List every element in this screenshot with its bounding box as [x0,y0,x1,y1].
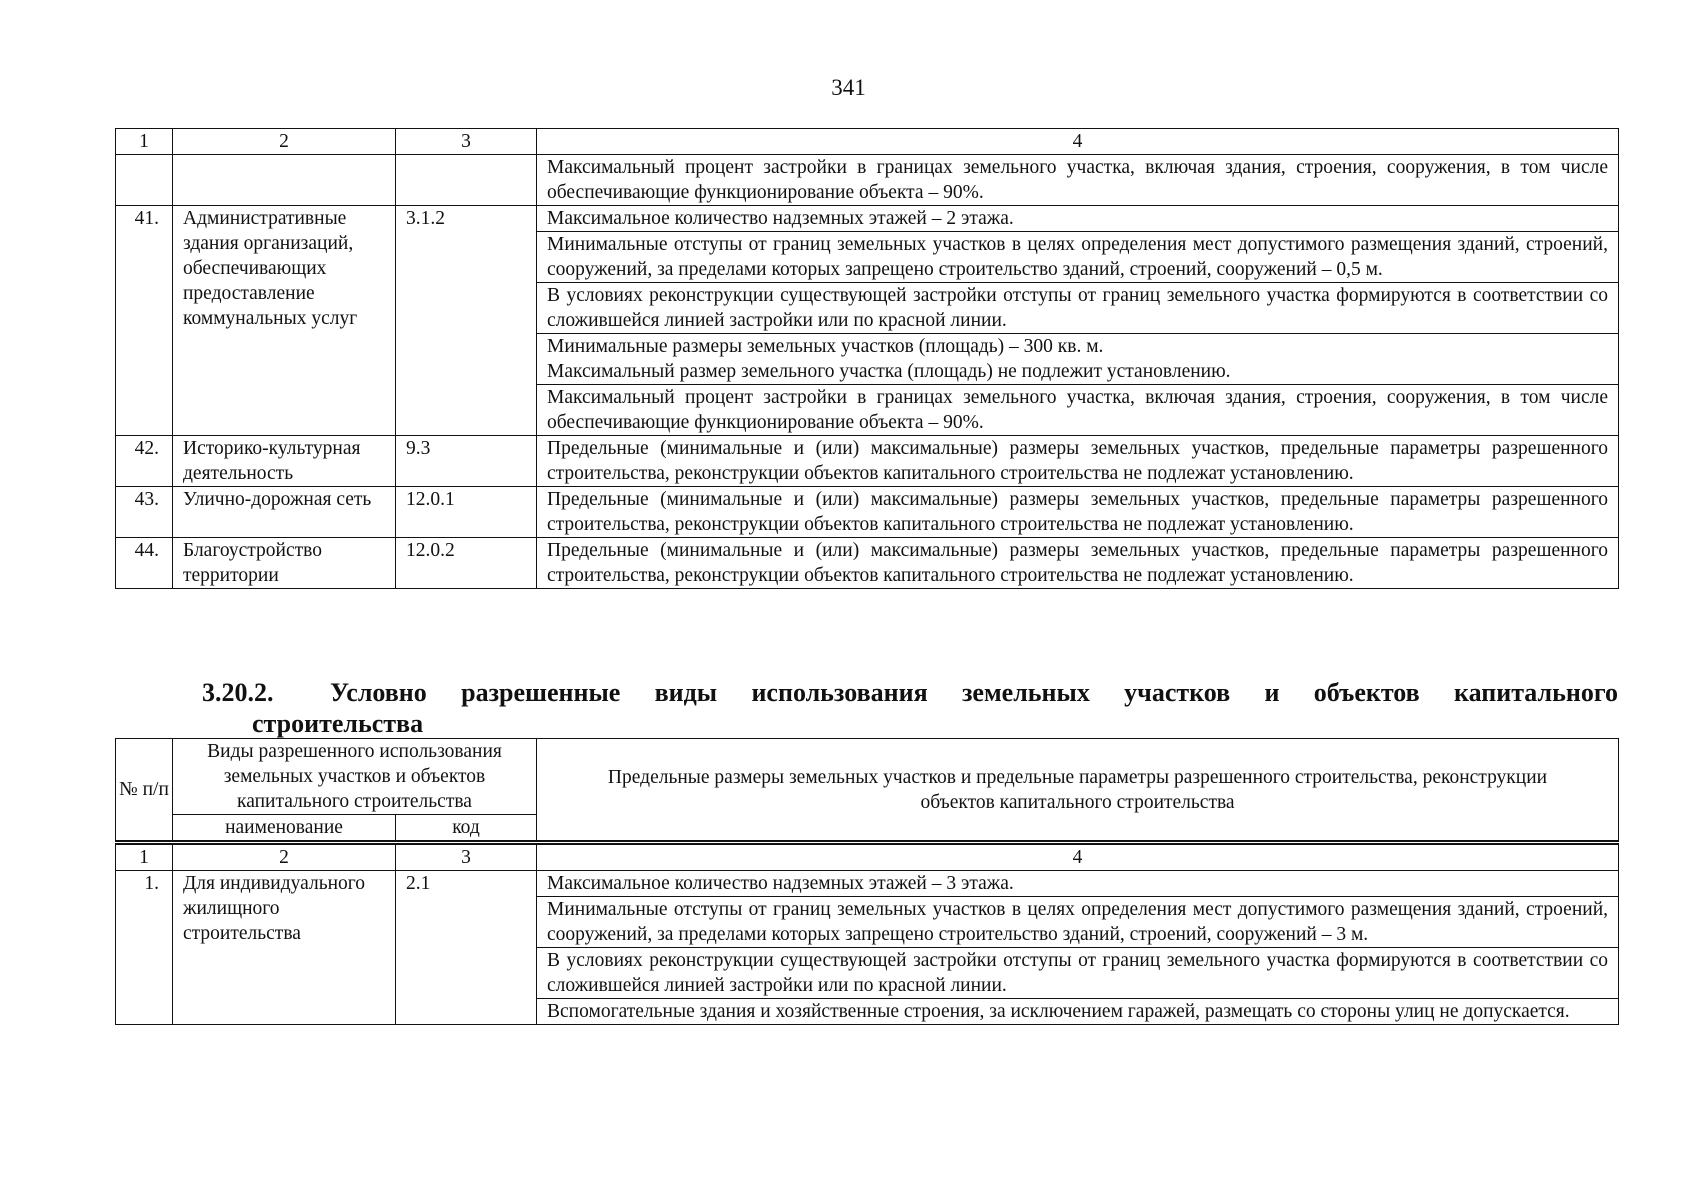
column-number-4: 4 [537,843,1619,871]
header-parameters: Предельные размеры земельных участков и предельные параметры разрешенного строительства, реконструкции объектов капитального строительства [537,739,1619,843]
parameter-cell: Минимальные отступы от границ земельных участков в целях определения мест допустимого размещения зданий, строений, сооружений, за пределами которых запрещено строительство зданий, строений, сооружений – 0,5 м. [537,232,1619,283]
parameter-cell: Предельные (минимальные и (или) максимальные) размеры земельных участков, предельные параметры разрешенного строительства, реконструкции объектов капитального строительства не подлежат установлению. [537,436,1619,487]
table-row [116,436,1619,487]
table-row [116,155,1619,206]
table-row [116,487,1619,538]
parameter-cell: Максимальное количество надземных этажей – 3 этажа. [537,871,1619,897]
row-number-cell: 42. [116,436,173,487]
use-name-cell: Благоустройство территории [173,538,396,589]
use-name-cell: Административные здания организаций, обеспечивающих предоставление коммунальных услуг [173,206,396,436]
page-number: 341 [831,75,866,100]
parameter-line: Минимальные размеры земельных участков (площадь) – 300 кв. м. [547,336,1104,357]
section-number: 3.20.2. [202,678,274,707]
use-code-cell [396,155,537,206]
use-name-cell: Историко-культурная деятельность [173,436,396,487]
use-code-cell: 2.1 [396,871,537,1025]
table-row [116,871,1619,897]
use-code-cell: 12.0.2 [396,538,537,589]
column-number-3: 3 [396,129,537,155]
row-number-cell [116,155,173,206]
header-number: № п/п [116,739,173,843]
use-code-cell: 12.0.1 [396,487,537,538]
column-number-row [116,843,1619,871]
column-number-1: 1 [116,129,173,155]
use-name-cell: Улично-дорожная сеть [173,487,396,538]
column-number-2: 2 [173,129,396,155]
header-use-group: Виды разрешенного использования земельных участков и объектов капитального строительства [173,739,537,815]
table-row [116,206,1619,232]
column-number-1: 1 [116,843,173,871]
land-use-table-continued [115,128,1619,589]
row-number-cell: 41. [116,206,173,436]
use-code-cell: 9.3 [396,436,537,487]
row-number-cell: 1. [116,871,173,1025]
parameter-cell: Предельные (минимальные и (или) максимальные) размеры земельных участков, предельные параметры разрешенного строительства, реконструкции объектов капитального строительства не подлежат установлению. [537,487,1619,538]
parameter-line: Максимальный размер земельного участка (площадь) не подлежит установлению. [547,361,1231,382]
parameter-cell: Максимальный процент застройки в границах земельного участка, включая здания, строения, сооружения, в том числе обеспечивающие функционирование объекта – 90%. [537,385,1619,436]
header-code: код [396,815,537,843]
parameter-cell: Максимальный процент застройки в границах земельного участка, включая здания, строения, сооружения, в том числе обеспечивающие функционирование объекта – 90%. [537,155,1619,206]
section-title: Условно разрешенные виды использования земельных участков и объектов капитального [330,678,1618,707]
parameter-cell: Максимальное количество надземных этажей – 2 этажа. [537,206,1619,232]
column-number-row [116,129,1619,155]
parameter-cell: Вспомогательные здания и хозяйственные строения, за исключением гаражей, размещать со стороны улиц не допускается. [537,999,1619,1025]
row-number-cell: 44. [116,538,173,589]
parameter-cell: Предельные (минимальные и (или) максимальные) размеры земельных участков, предельные параметры разрешенного строительства, реконструкции объектов капитального строительства не подлежат установлению. [537,538,1619,589]
column-number-2: 2 [173,843,396,871]
row-number-cell: 43. [116,487,173,538]
use-name-cell: Для индивидуального жилищного строительства [173,871,396,1025]
column-number-4: 4 [537,129,1619,155]
parameter-cell: В условиях реконструкции существующей застройки отступы от границ земельного участка формируются в соответствии со сложившейся линией застройки или по красной линии. [537,283,1619,334]
header-name: наименование [173,815,396,843]
conditional-use-table [115,738,1619,1025]
header-row [116,739,1619,815]
parameter-cell: Минимальные отступы от границ земельных участков в целях определения мест допустимого размещения зданий, строений, сооружений, за пределами которых запрещено строительство зданий, строений, сооружений – 3 м. [537,897,1619,948]
column-number-3: 3 [396,843,537,871]
use-name-cell [173,155,396,206]
section-title-continued: строительства [252,709,424,738]
parameter-cell [537,334,1619,385]
use-code-cell: 3.1.2 [396,206,537,436]
table-row [116,538,1619,589]
parameter-cell: В условиях реконструкции существующей застройки отступы от границ земельного участка формируются в соответствии со сложившейся линией застройки или по красной линии. [537,948,1619,999]
